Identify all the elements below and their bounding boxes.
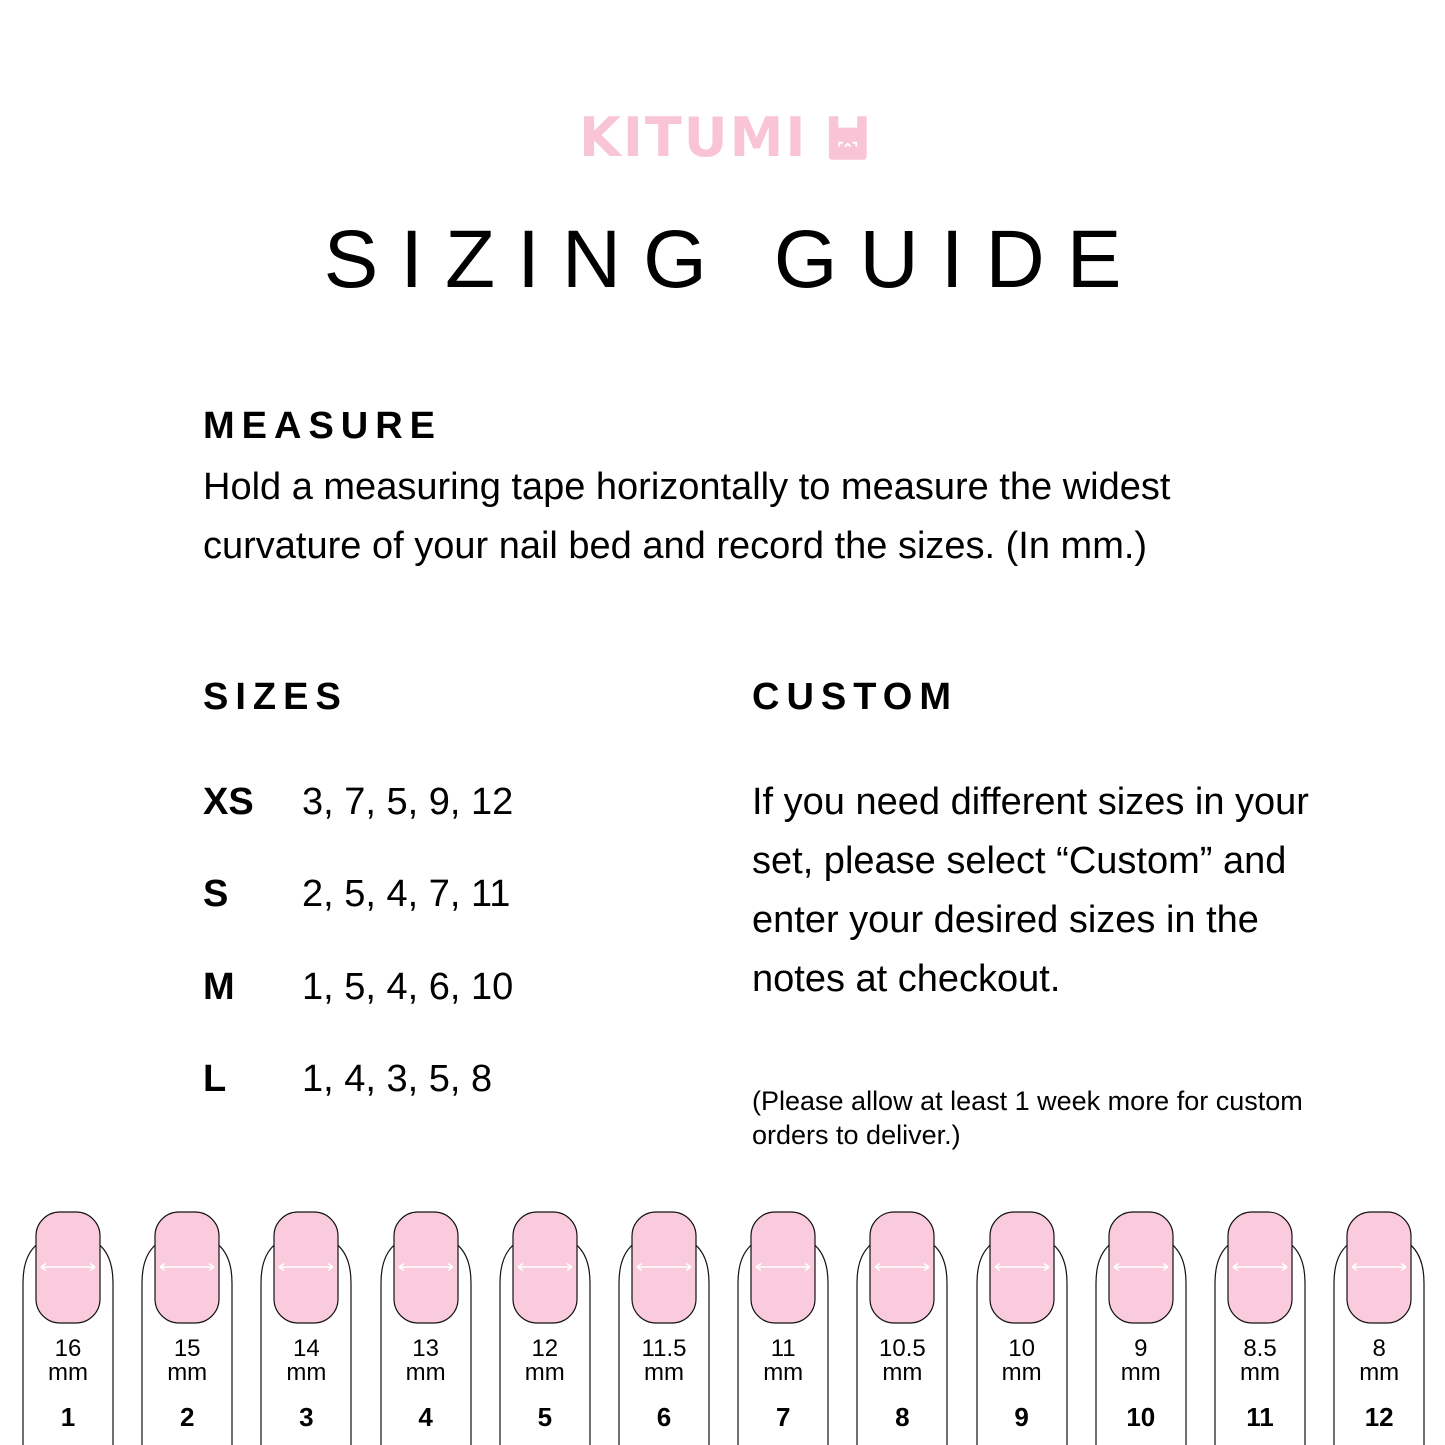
nail-width-label — [22, 1337, 114, 1385]
nail-size-number: 10 — [1126, 1402, 1156, 1432]
nail-width-value: 11.5 — [641, 1335, 687, 1362]
brand-logo-text: KITUMI — [579, 106, 808, 169]
size-label: L — [203, 1058, 227, 1100]
nail-size-number: 9 — [1014, 1402, 1029, 1432]
sizes-heading: SIZES — [203, 676, 348, 718]
nail-size-4 — [380, 1205, 472, 1445]
brand-logo — [579, 106, 869, 169]
nail-size-number: 2 — [179, 1402, 195, 1432]
nail-width-label — [499, 1337, 591, 1385]
nail-width-value: 10 — [1008, 1335, 1035, 1362]
nail-size-1 — [22, 1205, 114, 1445]
nail-size-number: 12 — [1364, 1402, 1394, 1432]
nail-width-unit: mm — [48, 1359, 88, 1386]
nail-size-10 — [1095, 1205, 1187, 1445]
nail-size-number: 1 — [60, 1402, 76, 1432]
nail-size-8 — [856, 1205, 948, 1445]
custom-heading: CUSTOM — [752, 676, 958, 718]
nail-width-label — [380, 1337, 472, 1385]
measure-instructions: Hold a measuring tape horizontally to measure the widest curvature of your nail bed and record the sizes. (In mm.) — [203, 466, 1171, 567]
nail-size-7 — [737, 1205, 829, 1445]
nail-size-3 — [260, 1205, 352, 1445]
nail-size-number: 7 — [775, 1402, 791, 1432]
page-title: SIZING GUIDE — [323, 214, 1144, 305]
size-label: XS — [203, 781, 254, 823]
nail-size-number: 6 — [656, 1402, 672, 1432]
nail-width-unit: mm — [644, 1359, 684, 1386]
size-values: 1, 4, 3, 5, 8 — [302, 1058, 493, 1100]
custom-delivery-note: (Please allow at least 1 week more for custom orders to deliver.) — [752, 1086, 1303, 1150]
nail-width-value: 11 — [770, 1335, 796, 1362]
nail-size-number: 5 — [537, 1402, 553, 1432]
nail-width-unit: mm — [405, 1359, 446, 1386]
nail-width-value: 9 — [1134, 1335, 1148, 1362]
nail-width-label — [856, 1337, 948, 1385]
size-values: 1, 5, 4, 6, 10 — [302, 966, 514, 1008]
nail-width-label — [141, 1337, 233, 1385]
nail-size-9 — [976, 1205, 1068, 1445]
nail-width-label — [618, 1337, 710, 1385]
size-values: 2, 5, 4, 7, 11 — [302, 873, 511, 915]
nail-width-unit: mm — [1240, 1359, 1280, 1386]
nail-size-chart — [0, 1205, 1445, 1445]
nail-width-label — [1214, 1337, 1306, 1385]
nail-width-unit: mm — [286, 1359, 327, 1386]
size-label: S — [203, 873, 229, 915]
nail-size-number: 11 — [1246, 1402, 1274, 1432]
nail-width-value: 13 — [412, 1335, 439, 1362]
nail-width-value: 12 — [531, 1335, 559, 1362]
nail-size-5 — [499, 1205, 591, 1445]
nail-width-unit: mm — [1120, 1359, 1161, 1386]
nail-width-label — [260, 1337, 352, 1385]
size-values: 3, 7, 5, 9, 12 — [302, 781, 514, 823]
nail-width-unit: mm — [1359, 1359, 1400, 1386]
nail-width-label — [1095, 1337, 1187, 1385]
nail-width-label — [737, 1337, 829, 1385]
nail-size-number: 8 — [895, 1402, 910, 1432]
nail-width-value: 14 — [293, 1335, 320, 1362]
nail-width-value: 16 — [54, 1335, 82, 1362]
nail-width-unit: mm — [167, 1359, 208, 1386]
nail-size-number: 3 — [299, 1402, 314, 1432]
nail-width-label — [1333, 1337, 1425, 1385]
nail-size-6 — [618, 1205, 710, 1445]
nail-width-unit: mm — [1001, 1359, 1042, 1386]
custom-instructions: If you need different sizes in your set, please select “Custom” and enter your desired sizes in the notes at checkout. — [752, 781, 1309, 1000]
nail-width-value: 10.5 — [879, 1335, 926, 1362]
nail-size-2 — [141, 1205, 233, 1445]
nail-width-value: 15 — [173, 1335, 201, 1362]
nail-width-unit: mm — [763, 1359, 804, 1386]
nail-width-value: 8 — [1372, 1335, 1386, 1362]
measure-heading: MEASURE — [203, 405, 443, 447]
nail-width-value: 8.5 — [1243, 1335, 1277, 1362]
nail-width-unit: mm — [524, 1359, 565, 1386]
nail-size-11 — [1214, 1205, 1306, 1445]
nail-size-number: 4 — [418, 1402, 433, 1432]
nail-width-unit: mm — [882, 1359, 923, 1386]
cat-face-icon — [827, 113, 869, 163]
size-label: M — [203, 966, 235, 1008]
nail-width-label — [976, 1337, 1068, 1385]
nail-size-12 — [1333, 1205, 1425, 1445]
